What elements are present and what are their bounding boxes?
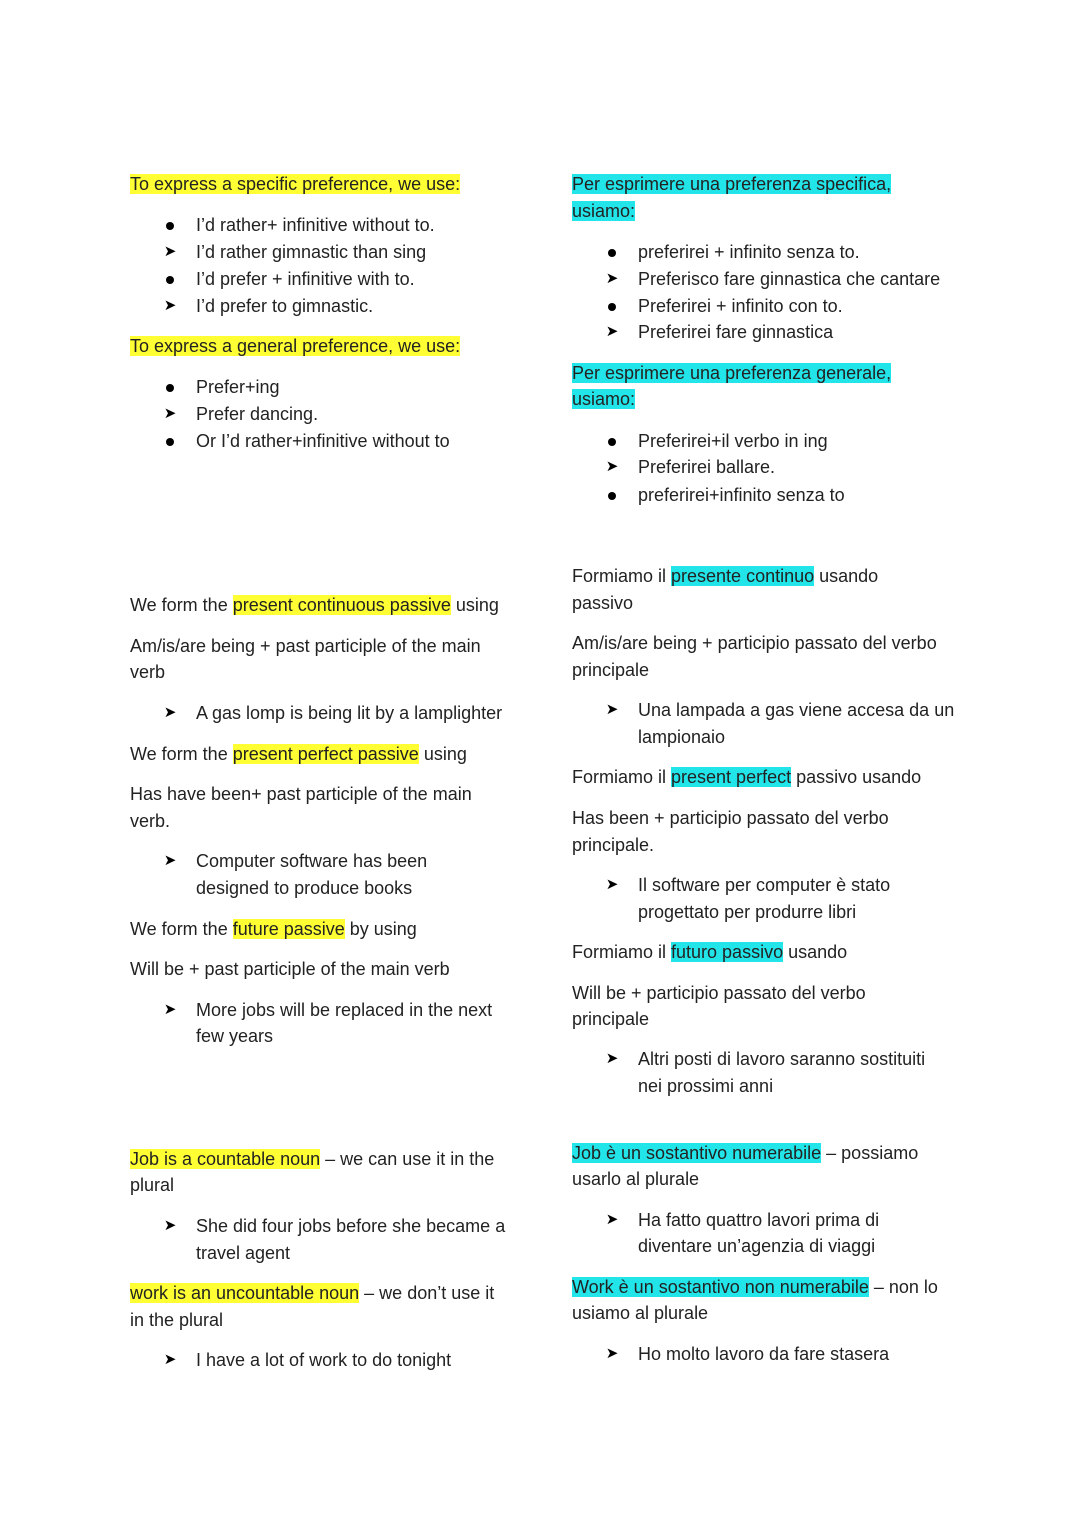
arrow-bullet-icon: ➤: [163, 1351, 177, 1368]
example-text: More jobs will be replaced in the next: [196, 1000, 493, 1020]
arrow-bullet-icon: ➤: [605, 458, 619, 475]
rule-text: principale.: [572, 835, 655, 855]
arrow-bullet-icon: ➤: [163, 1001, 177, 1018]
arrow-bullet-icon: ➤: [605, 1345, 619, 1362]
list-item: Prefer+ing: [196, 377, 280, 397]
future-passive-heading: We form the future passive by using: [130, 919, 417, 939]
example-text: nei prossimi anni: [638, 1076, 774, 1096]
list-item: Prefer dancing.: [196, 404, 319, 424]
rule-text: Am/is/are being + past participle of the main: [130, 636, 481, 656]
list-item: Preferirei+il verbo in ing: [638, 431, 828, 451]
bullet-dot-icon: [604, 239, 620, 265]
arrow-bullet-icon: ➤: [163, 405, 177, 422]
list-item: I’d rather+ infinitive without to.: [196, 215, 435, 235]
arrow-bullet-icon: ➤: [605, 1050, 619, 1067]
list-item: Preferirei fare ginnastica: [638, 322, 834, 342]
list-item: preferirei+infinito senza to: [638, 485, 845, 505]
rule-text: Has been + participio passato del verbo: [572, 808, 889, 828]
example-text: She did four jobs before she became a: [196, 1216, 506, 1236]
rule-text: principale: [572, 1009, 650, 1029]
arrow-bullet-icon: ➤: [605, 323, 619, 340]
list-item: Preferisco fare ginnastica che cantare: [638, 269, 941, 289]
present-continuous-passive-heading: Formiamo il presente continuo usando: [572, 566, 879, 586]
arrow-bullet-icon: ➤: [605, 270, 619, 287]
list-item: I’d rather gimnastic than sing: [196, 242, 427, 262]
list-item: preferirei + infinito senza to.: [638, 242, 860, 262]
present-perfect-passive-heading: We form the present perfect passive using: [130, 744, 467, 764]
rule-text: Am/is/are being + participio passato del verbo: [572, 633, 937, 653]
list-item: Or I’d rather+infinitive without to: [196, 431, 450, 451]
specific-preference-heading: To express a specific preference, we use:: [130, 174, 461, 194]
arrow-bullet-icon: ➤: [605, 1211, 619, 1228]
bullet-dot-icon: [162, 212, 178, 238]
bullet-dot-icon: [604, 293, 620, 319]
list-item: Preferirei ballare.: [638, 457, 776, 477]
arrow-bullet-icon: ➤: [163, 1217, 177, 1234]
example-text: Ha fatto quattro lavori prima di: [638, 1210, 880, 1230]
work-uncountable-heading: work is an uncountable noun – we don’t use it: [130, 1283, 495, 1303]
arrow-bullet-icon: ➤: [163, 297, 177, 314]
example-text: lampionaio: [638, 727, 726, 747]
bullet-dot-icon: [604, 482, 620, 508]
example-text: travel agent: [196, 1243, 291, 1263]
general-preference-heading: usiamo:: [572, 389, 636, 409]
rule-text: usarlo al plurale: [572, 1169, 700, 1189]
general-preference-heading: Per esprimere una preferenza generale,: [572, 363, 892, 383]
bullet-dot-icon: [162, 428, 178, 454]
list-item: I’d prefer to gimnastic.: [196, 296, 374, 316]
example-text: I have a lot of work to do tonight: [196, 1350, 452, 1370]
specific-preference-heading: usiamo:: [572, 201, 636, 221]
rule-text: Will be + participio passato del verbo: [572, 983, 866, 1003]
specific-preference-heading: Per esprimere una preferenza specifica,: [572, 174, 892, 194]
example-text: Una lampada a gas viene accesa da un: [638, 700, 955, 720]
example-text: Altri posti di lavoro saranno sostituiti: [638, 1049, 926, 1069]
arrow-bullet-icon: ➤: [163, 852, 177, 869]
bullet-dot-icon: [604, 428, 620, 454]
rule-text: verb: [130, 662, 166, 682]
rule-text: plural: [130, 1175, 175, 1195]
rule-text: principale: [572, 660, 650, 680]
arrow-bullet-icon: ➤: [605, 701, 619, 718]
job-countable-heading: Job is a countable noun – we can use it in the: [130, 1149, 495, 1169]
rule-text: Will be + past participle of the main verb: [130, 959, 450, 979]
present-continuous-passive-heading: We form the present continuous passive using: [130, 595, 499, 615]
arrow-bullet-icon: ➤: [163, 704, 177, 721]
list-item: Preferirei + infinito con to.: [638, 296, 843, 316]
example-text: A gas lomp is being lit by a lamplighter: [196, 703, 503, 723]
example-text: Computer software has been: [196, 851, 428, 871]
rule-text: in the plural: [130, 1310, 224, 1330]
work-uncountable-heading: Work è un sostantivo non numerabile – non lo: [572, 1277, 938, 1297]
list-item: I’d prefer + infinitive with to.: [196, 269, 415, 289]
bullet-dot-icon: [162, 266, 178, 292]
example-text: few years: [196, 1026, 274, 1046]
job-countable-heading: Job è un sostantivo numerabile – possiamo: [572, 1143, 919, 1163]
arrow-bullet-icon: ➤: [163, 243, 177, 260]
example-text: Il software per computer è stato: [638, 875, 891, 895]
rule-text: Has have been+ past participle of the main: [130, 784, 472, 804]
future-passive-heading: Formiamo il futuro passivo usando: [572, 942, 848, 962]
rule-text: verb.: [130, 811, 171, 831]
example-text: designed to produce books: [196, 878, 413, 898]
example-text: Ho molto lavoro da fare stasera: [638, 1344, 890, 1364]
arrow-bullet-icon: ➤: [605, 876, 619, 893]
example-text: diventare un’agenzia di viaggi: [638, 1236, 876, 1256]
present-perfect-passive-heading: Formiamo il present perfect passivo usando: [572, 767, 922, 787]
rule-text: passivo: [572, 593, 634, 613]
rule-text: usiamo al plurale: [572, 1303, 709, 1323]
example-text: progettato per produrre libri: [638, 902, 857, 922]
general-preference-heading: To express a general preference, we use:: [130, 336, 461, 356]
bullet-dot-icon: [162, 374, 178, 400]
